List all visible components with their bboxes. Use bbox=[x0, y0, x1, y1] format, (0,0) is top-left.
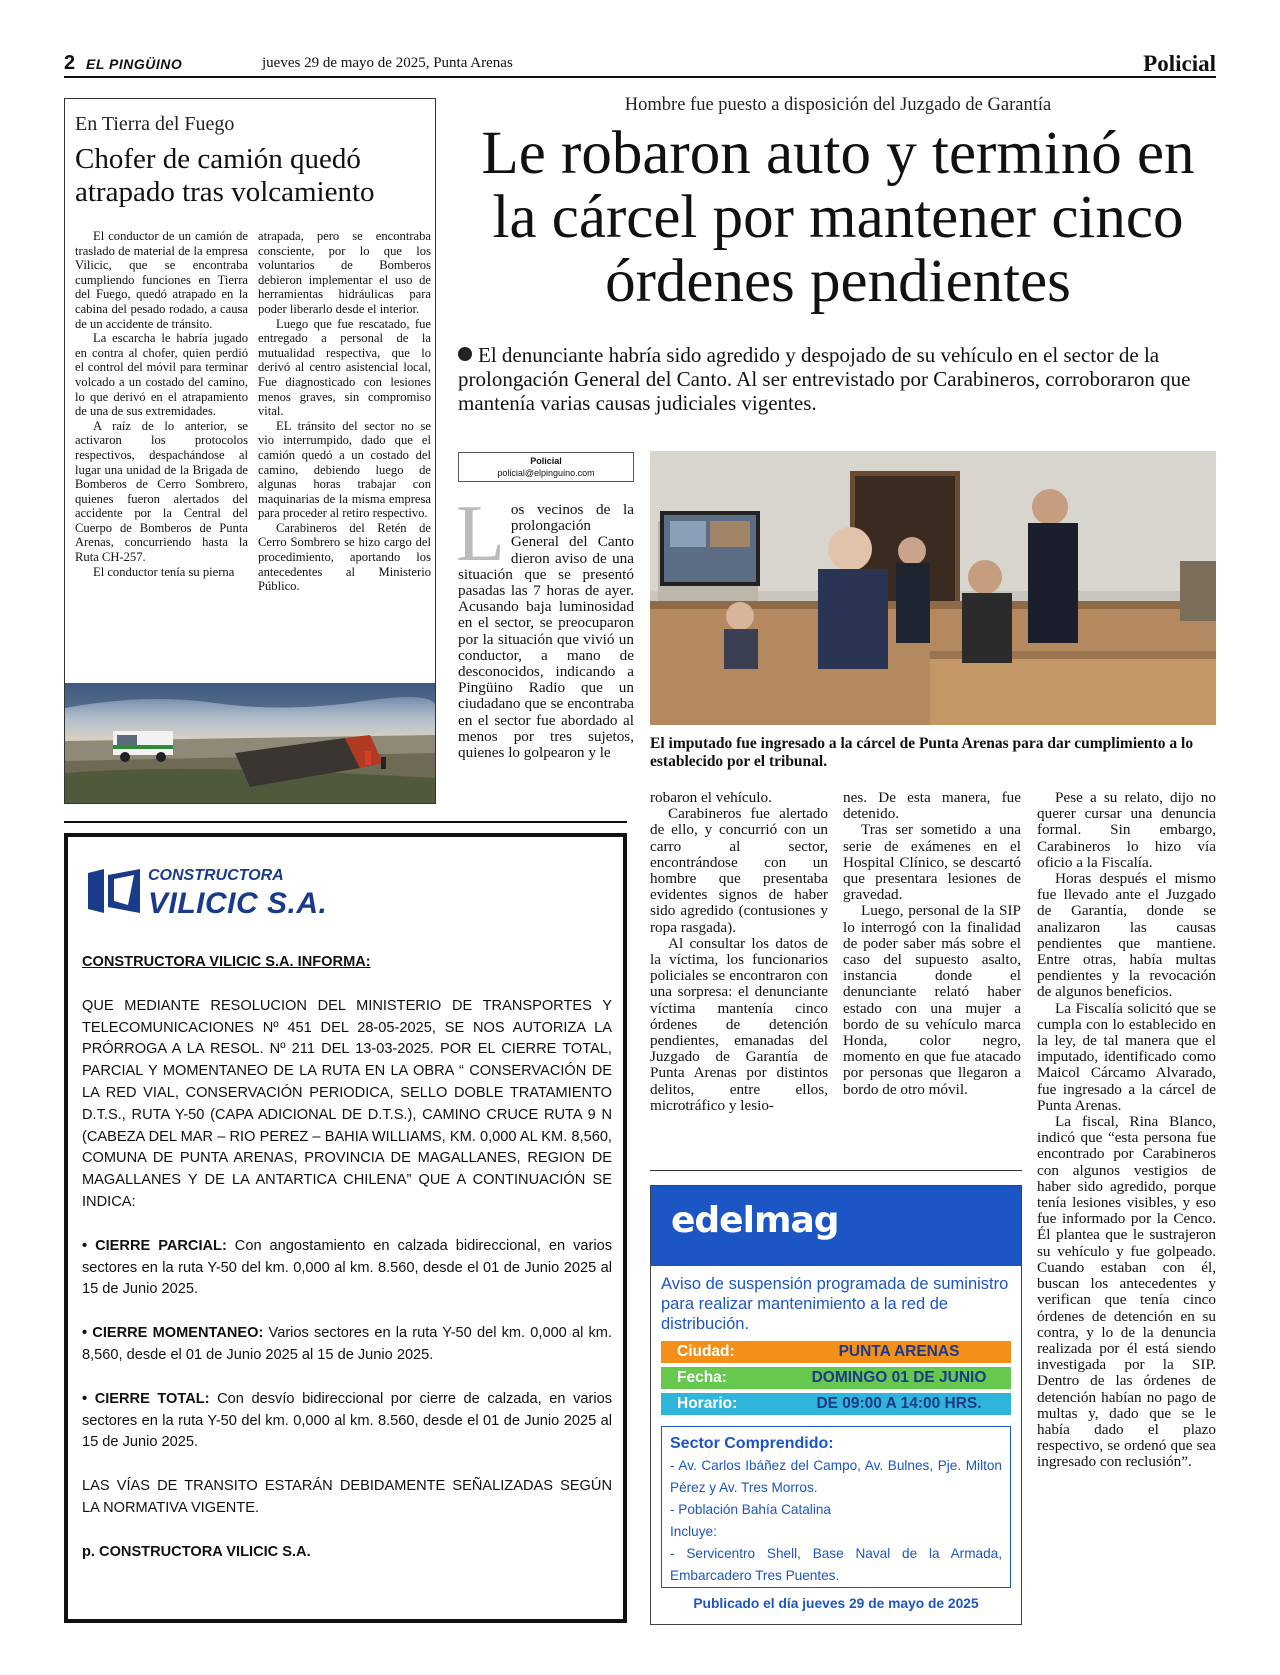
ad-title: CONSTRUCTORA VILICIC S.A. INFORMA: bbox=[82, 954, 371, 970]
main-article-column-2 bbox=[650, 790, 828, 1114]
ad-closing: LAS VÍAS DE TRANSITO ESTARÁN DEBIDAMENTE SEÑALIZADAS SEGÚN LA NORMATIVA VIGENTE. bbox=[82, 1478, 612, 1516]
side-article-kicker: En Tierra del Fuego bbox=[75, 113, 235, 135]
ad-intro: QUE MEDIANTE RESOLUCION DEL MINISTERIO DE TRANSPORTES Y TELECOMUNICACIONES Nº 451 DEL 28-05-2025, SE NOS AUTORIZA LA PRÓRROGA A LA RESOL. Nº 211 DEL 13-03-2025. POR EL CIERRE TOTAL, PARCIAL Y MOMENTANEO DE LA RUTA EN LA OBRA “ CONSERVACIÓN DE LA RED VIAL, CONSERVACIÓN PERIODICA, SELLO DOBLE TRATAMIENTO D.T.S., RUTA Y-50 (CAPA ADICIONAL DE D.T.S.), CAMINO CRUCE RUTA 9 N (CABEZA DEL MAR – RIO PEREZ – BAHIA WILLIAMS, KM. 0,000 AL KM. 8,560, COMUNA DE PUNTA ARENAS, PROVINCIA DE MAGALLANES, REGION DE MAGALLANES Y DE LA ANTARTICA CHILENA” QUE A CONTINUACIÓN SE INDICA: bbox=[82, 997, 612, 1210]
page-header bbox=[64, 50, 1216, 78]
edelmag-date-row bbox=[661, 1367, 1011, 1389]
date-label: Fecha: bbox=[677, 1369, 727, 1386]
lead-text: El denunciante habría sido agredido y despojado de su vehículo en el sector de la prolongación General del Canto. Al ser entrevistado por Carabineros, corroboraron que mantenía varias causas judiciales vigentes. bbox=[458, 343, 1191, 415]
edelmag-published-note: Publicado el día jueves 29 de mayo de 2025 bbox=[693, 1596, 979, 1611]
ad-signature: p. CONSTRUCTORA VILICIC S.A. bbox=[82, 1543, 311, 1560]
main-article-column-4 bbox=[1037, 790, 1216, 1471]
byline-box bbox=[458, 452, 634, 482]
paragraph: Horas después el mismo fue llevado ante el Juzgado de Garantía, donde se analizaron las causas pendientes que mantiene. Entre otras, había multas pendientes y la revocación de algunos beneficios. bbox=[1037, 870, 1216, 1001]
sector-line: - Av. Carlos Ibáñez del Campo, Av. Bulnes, Pje. Milton Pérez y Av. Tres Morros. bbox=[670, 1458, 1002, 1495]
edelmag-city-row bbox=[661, 1341, 1011, 1363]
city-value: PUNTA ARENAS bbox=[838, 1343, 960, 1360]
item-label: • CIERRE MOMENTANEO: bbox=[82, 1325, 264, 1342]
paragraph: Al consultar los datos de la víctima, los funcionarios policiales se encontraron con una sorpresa: el denunciante víctima mantenía cinco órdenes de detención pendientes, emanadas del Juzgado de Garantía de Punta Arenas por distintos delitos, entre ellos, microtráfico y lesio- bbox=[650, 934, 828, 1114]
page-number: 2 bbox=[64, 52, 76, 74]
section-title: Policial bbox=[1143, 51, 1216, 76]
photo-caption: El imputado fue ingresado a la cárcel de Punta Arenas para dar cumplimiento a lo establecido por el tribunal. bbox=[650, 735, 1194, 770]
ad-divider bbox=[650, 1170, 1022, 1171]
side-article-column-1 bbox=[75, 229, 248, 579]
overturned-truck-photo bbox=[65, 683, 435, 803]
sector-line: - Servicentro Shell, Base Naval de la Armada, Embarcadero Tres Puentes. bbox=[670, 1546, 1002, 1583]
time-label: Horario: bbox=[677, 1395, 738, 1412]
vilicic-logo-icon bbox=[86, 867, 142, 917]
paragraph: El conductor tenía su pierna bbox=[93, 564, 235, 579]
issue-date: jueves 29 de mayo de 2025, Punta Arenas bbox=[262, 55, 513, 71]
byline-section: Policial bbox=[530, 456, 562, 466]
item-text: Con desvío bidireccional por cierre de calzada, en varios sectores en la ruta Y-50 del km. 0,000 al km. 8.560, desde el 01 de Junio 2025 al 15 de Junio 2025. bbox=[82, 1390, 612, 1451]
paragraph: Carabineros fue alertado de ello, y concurrió con un carro al sector, encontrándose con un hombre que presentaba evidentes signos de haber sido agredido (contusiones y ropa rasgada). bbox=[650, 805, 828, 936]
item-text: Varios sectores en la ruta Y-50 del km. 0,000 al km. 8,560, desde el 01 de Junio 2025 al 15 de Junio 2025. bbox=[82, 1325, 613, 1363]
main-article-kicker: Hombre fue puesto a disposición del Juzgado de Garantía bbox=[624, 95, 1052, 115]
main-article-lead bbox=[458, 343, 1218, 415]
vilicic-advertisement bbox=[64, 833, 627, 1623]
vilicic-logo-top: CONSTRUCTORA bbox=[148, 867, 284, 884]
edelmag-advertisement bbox=[650, 1185, 1022, 1625]
side-article-column-2 bbox=[258, 229, 431, 594]
paragraph: EL tránsito del sector no se vio interrumpido, dado que el camión quedó a un costado del camino, debiendo luego de algunas horas trabajar con maquinarias de la misma empresa para proceder al retiro respectivo. bbox=[258, 418, 431, 521]
paragraph: nes. De esta manera, fue detenido. bbox=[843, 789, 1021, 823]
vilicic-logo-bottom: VILICIC S.A. bbox=[148, 887, 328, 920]
sector-title: Sector Comprendido: bbox=[670, 1435, 834, 1452]
bullet-icon bbox=[458, 347, 472, 361]
city-label: Ciudad: bbox=[677, 1343, 735, 1360]
paragraph: Tras ser sometido a una serie de exámenes en el Hospital Clínico, se descartó que presentara lesiones de gravedad. bbox=[843, 821, 1021, 904]
courtroom-photo bbox=[650, 451, 1216, 725]
edelmag-time-row bbox=[661, 1393, 1011, 1415]
main-article-column-3 bbox=[843, 790, 1021, 1098]
paragraph: El conductor de un camión de traslado de material de la empresa Vilicic, que se encontraba cumpliendo funciones en Tierra del Fuego, quedó atrapado en la cabina del pesado rodado, a causa de un accidente de tránsito. bbox=[75, 229, 248, 331]
ad-item-partial-closure bbox=[82, 1236, 612, 1301]
paragraph: Pese a su relato, dijo no querer cursar una denuncia formal. Sin embargo, Carabineros lo hizo vía oficio a la Fiscalía. bbox=[1037, 789, 1216, 871]
side-article-title: Chofer de camión quedó atrapado tras volcamiento bbox=[75, 143, 375, 208]
paragraph: atrapada, pero se encontraba consciente, por lo que los voluntarios de Bomberos debieron implementar el uso de herramientas hidráulicas para poder liberarlo desde el interior. bbox=[258, 229, 431, 316]
item-text: Con angostamiento en calzada bidireccional, en varios sectores en la ruta Y-50 del km. 0,000 al km. 8.560, desde el 01 de Junio 2025 al 15 de Junio 2025. bbox=[82, 1237, 612, 1298]
edelmag-banner bbox=[651, 1186, 1021, 1266]
main-article-column-1 bbox=[456, 490, 634, 762]
ad-divider bbox=[64, 821, 627, 823]
paragraph: Luego que fue rescatado, fue entregado a personal de la mutualidad respectiva, que lo derivó al centro asistencial local, Fue diagnosticado con lesiones menos graves, sin compromiso vital. bbox=[258, 316, 431, 419]
ad-item-momentary-closure bbox=[82, 1323, 612, 1367]
item-label: • CIERRE PARCIAL: bbox=[82, 1237, 227, 1254]
edelmag-subtitle: Aviso de suspensión programada de suministro para realizar mantenimiento a la red de distribución. bbox=[661, 1275, 1009, 1333]
paragraph: Carabineros del Retén de Cerro Sombrero se hizo cargo del procedimiento, aportando los antecedentes al Ministerio Público. bbox=[258, 520, 431, 594]
date-value: DOMINGO 01 DE JUNIO bbox=[811, 1369, 987, 1386]
side-article bbox=[64, 98, 436, 804]
item-label: • CIERRE TOTAL: bbox=[82, 1390, 210, 1407]
paragraph: os vecinos de la prolongación General del Canto dieron aviso de una situación que se presentó pasadas las 7 horas de ayer. Acusando baja luminosidad en el sector, se preocuparon por la situación que vivió un conductor, a mano de desconocidos, indicando a Pingüino Radio que un ciudadano que se encontraba en el sector fue abordado al menos por tres sujetos, quienes lo golpearon y le bbox=[458, 501, 634, 762]
drop-cap: L bbox=[456, 490, 505, 578]
edelmag-logo: edelmag bbox=[671, 1200, 839, 1241]
paragraph: robaron el vehículo. bbox=[650, 789, 772, 806]
main-article-headline: Le robaron auto y terminó en la cárcel por mantener cinco órdenes pendientes bbox=[481, 120, 1195, 315]
paragraph: La fiscal, Rina Blanco, indicó que “esta persona fue encontrado por Carabineros con algunos vestigios de haber sido agredido, porque tenía lesiones visibles, y eso fue informado por la Cenco. Él plantea que le sustrajeron su vehículo y fue golpeado. Cuando estaban con él, buscan los antecedentes y verifican que tenía cinco órdenes de detención en su contra, y lo de la denuncia realizada por él está siendo investigada por la SIP. Dentro de las órdenes de detención habían no pago de multas y, dado que se le había dado el plazo respectivo, se ordenó que sea ingresado con reclusión”. bbox=[1037, 1113, 1216, 1471]
paragraph: La escarcha le habría jugado en contra al chofer, quien perdió el control del móvil para terminar volcado a un costado del camino, lo que derivó en el atrapamiento de una de sus extremidades. bbox=[75, 331, 248, 419]
sector-line: - Población Bahía Catalina bbox=[670, 1502, 831, 1517]
sector-line: Incluye: bbox=[670, 1524, 717, 1539]
paragraph: Luego, personal de la SIP lo interrogó con la finalidad de poder saber más sobre el caso del supuesto asalto, instancia donde el denunciante relató haber estado con una mujer a bordo de su vehículo marca Honda, color negro, momento en que fue atacado por personas que llegaron a bordo de otro móvil. bbox=[843, 902, 1021, 1098]
time-value: DE 09:00 A 14:00 HRS. bbox=[816, 1395, 982, 1412]
byline-email[interactable]: policial@elpinguino.com bbox=[497, 468, 595, 478]
vilicic-logo bbox=[86, 867, 328, 921]
paper-logo: EL PINGÜINO bbox=[86, 56, 183, 72]
ad-item-total-closure bbox=[82, 1389, 612, 1454]
edelmag-sector-box bbox=[661, 1426, 1011, 1588]
paragraph: A raíz de lo anterior, se activaron los protocolos respectivos, despachándose al lugar una unidad de la Brigada de Bomberos de Cerro Sombrero, quienes fueron alertados del accidente por la Central del Cuerpo de Bomberos de Punta Arenas, concurriendo hasta la Ruta CH-257. bbox=[75, 418, 248, 565]
paragraph: La Fiscalía solicitó que se cumpla con lo establecido en la ley, de tal manera que el imputado, identificado como Maicol Cárcamo Alvarado, fue ingresado a la cárcel de Punta Arenas. bbox=[1037, 999, 1216, 1114]
